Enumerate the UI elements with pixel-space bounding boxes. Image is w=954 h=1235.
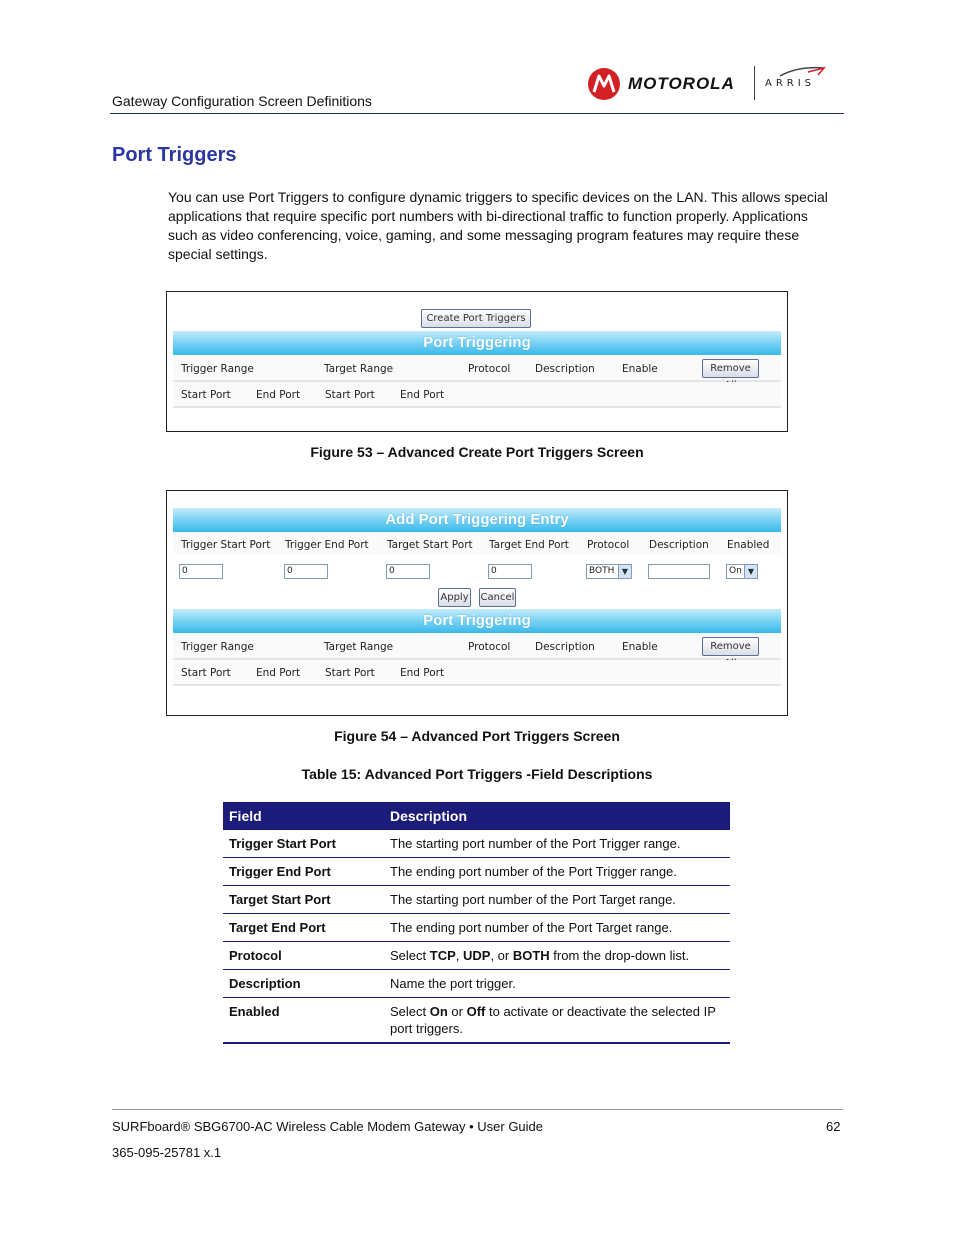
table-row: [223, 942, 730, 970]
logo-divider: [754, 66, 755, 100]
desc-bold: On: [429, 1004, 448, 1019]
enabled-select[interactable]: [726, 564, 758, 579]
table-row: [223, 830, 730, 858]
protocol-select[interactable]: [586, 564, 632, 579]
figure-54-caption: Figure 54 – Advanced Port Triggers Screen: [334, 728, 620, 744]
table-row: [223, 914, 730, 942]
col-target-start-port: Start Port: [325, 667, 375, 679]
header-description: Description: [384, 802, 730, 830]
triggers-header-row: [173, 634, 781, 660]
desc-text: or: [447, 1004, 467, 1019]
table-row: [223, 998, 730, 1044]
add-entry-input-row: [173, 556, 781, 584]
figure-53-caption: Figure 53 – Advanced Create Port Triggers Screen: [310, 444, 644, 460]
motorola-wordmark: MOTOROLA: [628, 74, 735, 93]
field-name: Target Start Port: [223, 886, 384, 914]
col-enable: Enable: [622, 363, 658, 375]
col-trigger-range: Trigger Range: [181, 641, 254, 653]
desc-text: from the drop-down list.: [549, 948, 690, 963]
running-header: Gateway Configuration Screen Definitions: [112, 93, 372, 109]
arris-swoosh-icon: [778, 66, 828, 78]
desc-text: , or: [490, 948, 513, 963]
field-name: Trigger Start Port: [223, 830, 384, 858]
col-target-start-port: Target Start Port: [387, 539, 473, 551]
col-protocol: Protocol: [587, 539, 630, 551]
footer-divider: [112, 1109, 843, 1110]
header-field: Field: [223, 802, 384, 830]
col-description: Description: [535, 363, 595, 375]
col-trigger-end-port: Trigger End Port: [285, 539, 369, 551]
col-trigger-start-port: Start Port: [181, 389, 231, 401]
apply-button[interactable]: Apply: [438, 588, 471, 607]
field-description: The ending port number of the Port Target range.: [384, 914, 730, 942]
triggers-subheader-row: [173, 660, 781, 686]
desc-text: to activate or deactivate the selected IP port triggers.: [390, 1004, 716, 1036]
figure-create-port-triggers: [166, 291, 788, 432]
desc-bold: UDP: [462, 948, 491, 963]
page-number: 62: [826, 1119, 841, 1134]
col-description: Description: [535, 641, 595, 653]
port-triggering-title-bar: Port Triggering: [173, 331, 781, 355]
description-input[interactable]: [648, 564, 710, 579]
col-target-end-port: End Port: [400, 389, 445, 401]
field-description: Name the port trigger.: [384, 970, 730, 998]
remove-all-button[interactable]: Remove: [702, 637, 759, 656]
col-description: Description: [649, 539, 709, 551]
desc-text: ,: [455, 948, 463, 963]
col-trigger-end-port: End Port: [256, 389, 301, 401]
field-description: [384, 998, 730, 1044]
col-enabled: Enabled: [727, 539, 770, 551]
trigger-start-port-input[interactable]: 0: [179, 564, 223, 579]
col-trigger-end-port: End Port: [256, 667, 301, 679]
field-description: The ending port number of the Port Trigger range.: [384, 858, 730, 886]
col-target-start-port: Start Port: [325, 389, 375, 401]
field-name: Protocol: [223, 942, 384, 970]
col-target-end-port: Target End Port: [489, 539, 569, 551]
table-header-row: [223, 802, 730, 830]
field-name: Enabled: [223, 998, 384, 1044]
col-target-range: Target Range: [324, 363, 394, 375]
intro-paragraph: You can use Port Triggers to configure dynamic triggers to specific devices on the LAN. This allows special applications that require specific port numbers with bi-directional traffic to function properly. Applications such as video conferencing, voice, gaming, and some messaging program features may require these special settings.: [168, 189, 828, 262]
remove-all-button[interactable]: Remove: [702, 359, 759, 378]
field-name: Description: [223, 970, 384, 998]
col-target-range: Target Range: [324, 641, 394, 653]
target-end-port-input[interactable]: 0: [488, 564, 532, 579]
brand-logos: [588, 66, 838, 102]
col-trigger-start-port: Trigger Start Port: [181, 539, 271, 551]
target-start-port-input[interactable]: 0: [386, 564, 430, 579]
triggers-header-row: [173, 356, 781, 382]
page-title: Port Triggers: [112, 144, 237, 166]
header-divider: [110, 113, 844, 114]
table-15-caption: Table 15: Advanced Port Triggers -Field Descriptions: [301, 766, 653, 782]
motorola-logo-icon: [588, 68, 620, 100]
figure-advanced-port-triggers: [166, 490, 788, 716]
triggers-subheader-row: [173, 382, 781, 408]
col-target-end-port: End Port: [400, 667, 445, 679]
arris-wordmark: ARRIS: [765, 78, 816, 89]
col-trigger-start-port: Start Port: [181, 667, 231, 679]
desc-bold: BOTH: [512, 948, 550, 963]
trigger-end-port-input[interactable]: 0: [284, 564, 328, 579]
desc-bold: TCP: [429, 948, 456, 963]
add-entry-title-bar: Add Port Triggering Entry: [173, 508, 781, 532]
footer-doc-number: 365-095-25781 x.1: [112, 1145, 222, 1160]
field-name: Trigger End Port: [223, 858, 384, 886]
field-description: [384, 942, 730, 970]
port-triggering-title-bar: Port Triggering: [173, 609, 781, 633]
desc-text: Select: [390, 948, 430, 963]
chevron-down-icon: ▼: [618, 565, 631, 578]
field-name: Target End Port: [223, 914, 384, 942]
chevron-down-icon: ▼: [744, 565, 757, 578]
table-row: [223, 858, 730, 886]
cancel-button[interactable]: Cancel: [479, 588, 516, 607]
col-trigger-range: Trigger Range: [181, 363, 254, 375]
table-row: [223, 970, 730, 998]
protocol-select-value: BOTH: [589, 566, 615, 576]
table-row: [223, 886, 730, 914]
create-port-triggers-button[interactable]: Create Port Triggers: [421, 309, 531, 328]
field-description: The starting port number of the Port Trigger range.: [384, 830, 730, 858]
add-entry-header-row: [173, 532, 781, 554]
field-descriptions-table: [223, 802, 730, 1044]
enabled-select-value: On: [729, 566, 742, 576]
col-enable: Enable: [622, 641, 658, 653]
field-description: The starting port number of the Port Target range.: [384, 886, 730, 914]
desc-text: Select: [390, 1004, 430, 1019]
footer-product: SURFboard® SBG6700-AC Wireless Cable Modem Gateway • User Guide: [112, 1119, 544, 1134]
desc-bold: Off: [466, 1004, 486, 1019]
col-protocol: Protocol: [468, 363, 511, 375]
col-protocol: Protocol: [468, 641, 511, 653]
